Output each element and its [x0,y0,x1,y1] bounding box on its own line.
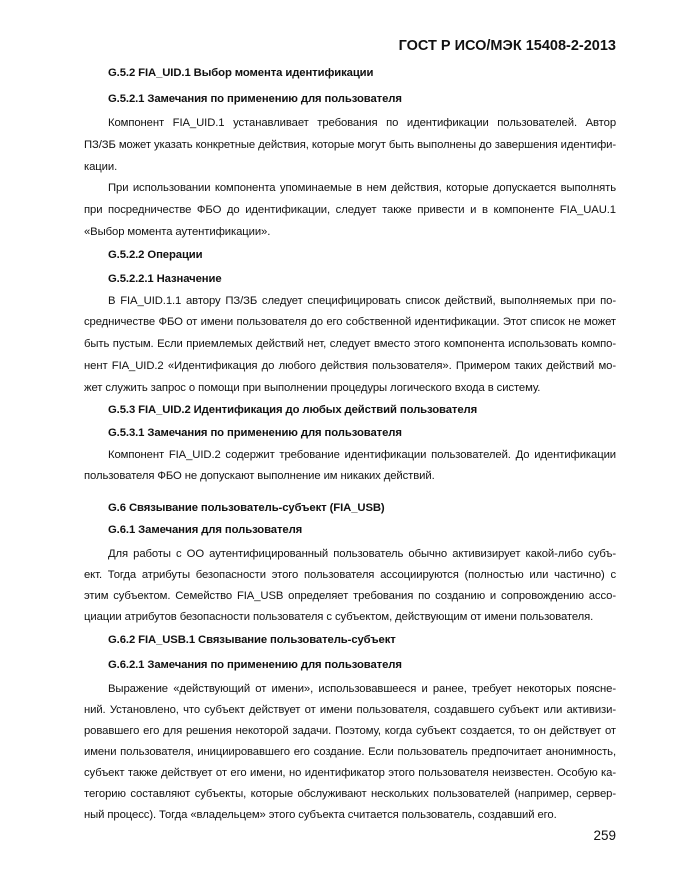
paragraph-line: ровавшего его для решения некоторой задачи. Поэтому, когда субъект создается, то он действует от [84,725,616,737]
paragraph-line: «Выбор момента аутентификации». [84,226,271,238]
paragraph-line: имени пользователя, инициировавшего его создание. Если пользователь предпочитает анонимность, [84,746,616,758]
paragraph-line: ний. Установлено, что субъект действует от имени пользователя, создавшего субъект или активизи- [84,704,616,716]
paragraph-line: ект. Тогда атрибуты безопасности этого пользователя ассоциируются (полностью или частично) с [84,569,616,581]
paragraph-line: Выражение «действующий от имени», использовавшееся и ранее, требует некоторых поясне- [108,683,616,695]
paragraph-line: быть пустым. Если приемлемых действий нет, следует вместо этого компонента использовать компо- [84,338,616,350]
paragraph-line: кации. [84,161,118,173]
section-heading: G.6 Связывание пользователь-субъект (FIA_USB) [108,502,385,514]
paragraph-line: При использовании компонента упоминаемые в нем действия, которые допускается выполнять [108,182,616,194]
paragraph-line: ный процесс). Тогда «владельцем» этого субъекта считается пользователь, создавший его. [84,809,557,821]
paragraph-line: субъект также действует от его имени, но идентификатор этого пользователя неизвестен. Особую ка- [84,767,616,779]
section-heading: G.6.1 Замечания для пользователя [108,524,303,536]
section-heading: G.5.3.1 Замечания по применению для пользователя [108,427,402,439]
paragraph-line: В FIA_UID.1.1 автору ПЗ/ЗБ следует специфицировать список действий, выполняемых при по- [108,295,616,307]
paragraph-line: Компонент FIA_UID.1 устанавливает требования по идентификации пользователей. Автор [108,117,616,129]
paragraph-line: Для работы с ОО аутентифицированный пользователь обычно активизирует какой-либо субъ- [108,548,616,560]
section-heading: G.5.2.2.1 Назначение [108,273,222,285]
paragraph-line: при посредничестве ФБО до идентификации, следует также привести и в компоненте FIA_UAU.1 [84,204,616,216]
section-heading: G.5.2.2 Операции [108,249,203,261]
section-heading: G.5.3 FIA_UID.2 Идентификация до любых действий пользователя [108,404,478,416]
paragraph-line: пользователя ФБО не допускают выполнение им никаких действий. [84,470,435,482]
section-heading: G.6.2 FIA_USB.1 Связывание пользователь-субъект [108,634,396,646]
paragraph-line: жет служить запрос о помощи при выполнении процедуры логического входа в систему. [84,382,541,394]
paragraph-line: средничестве ФБО от имени пользователя до его собственной идентификации. Этот список не может [84,316,616,328]
paragraph-line: Компонент FIA_UID.2 содержит требование идентификации пользователей. До идентификации [108,449,616,461]
paragraph-line: тегорию составляют субъекты, которые обслуживают нескольких пользователей (например, сервер- [84,788,616,800]
paragraph-line: этим субъектом. Семейство FIA_USB определяет требования по созданию и сопровождению ассо- [84,590,616,602]
page-number: 259 [593,828,616,843]
section-heading: G.6.2.1 Замечания по применению для пользователя [108,659,402,671]
paragraph-line: ПЗ/ЗБ может указать конкретные действия, которые могут быть выполнены до завершения идентифи- [84,139,617,151]
section-heading: G.5.2.1 Замечания по применению для пользователя [108,93,402,105]
paragraph-line: циации атрибутов безопасности пользователя с субъектом, действующим от имени пользователя. [84,611,594,623]
paragraph-line: нент FIA_UID.2 «Идентификация до любого действия пользователя». Примером таких действий мо- [84,360,616,372]
section-heading: G.5.2 FIA_UID.1 Выбор момента идентификации [108,67,374,79]
document-header: ГОСТ Р ИСО/МЭК 15408-2-2013 [398,38,616,54]
